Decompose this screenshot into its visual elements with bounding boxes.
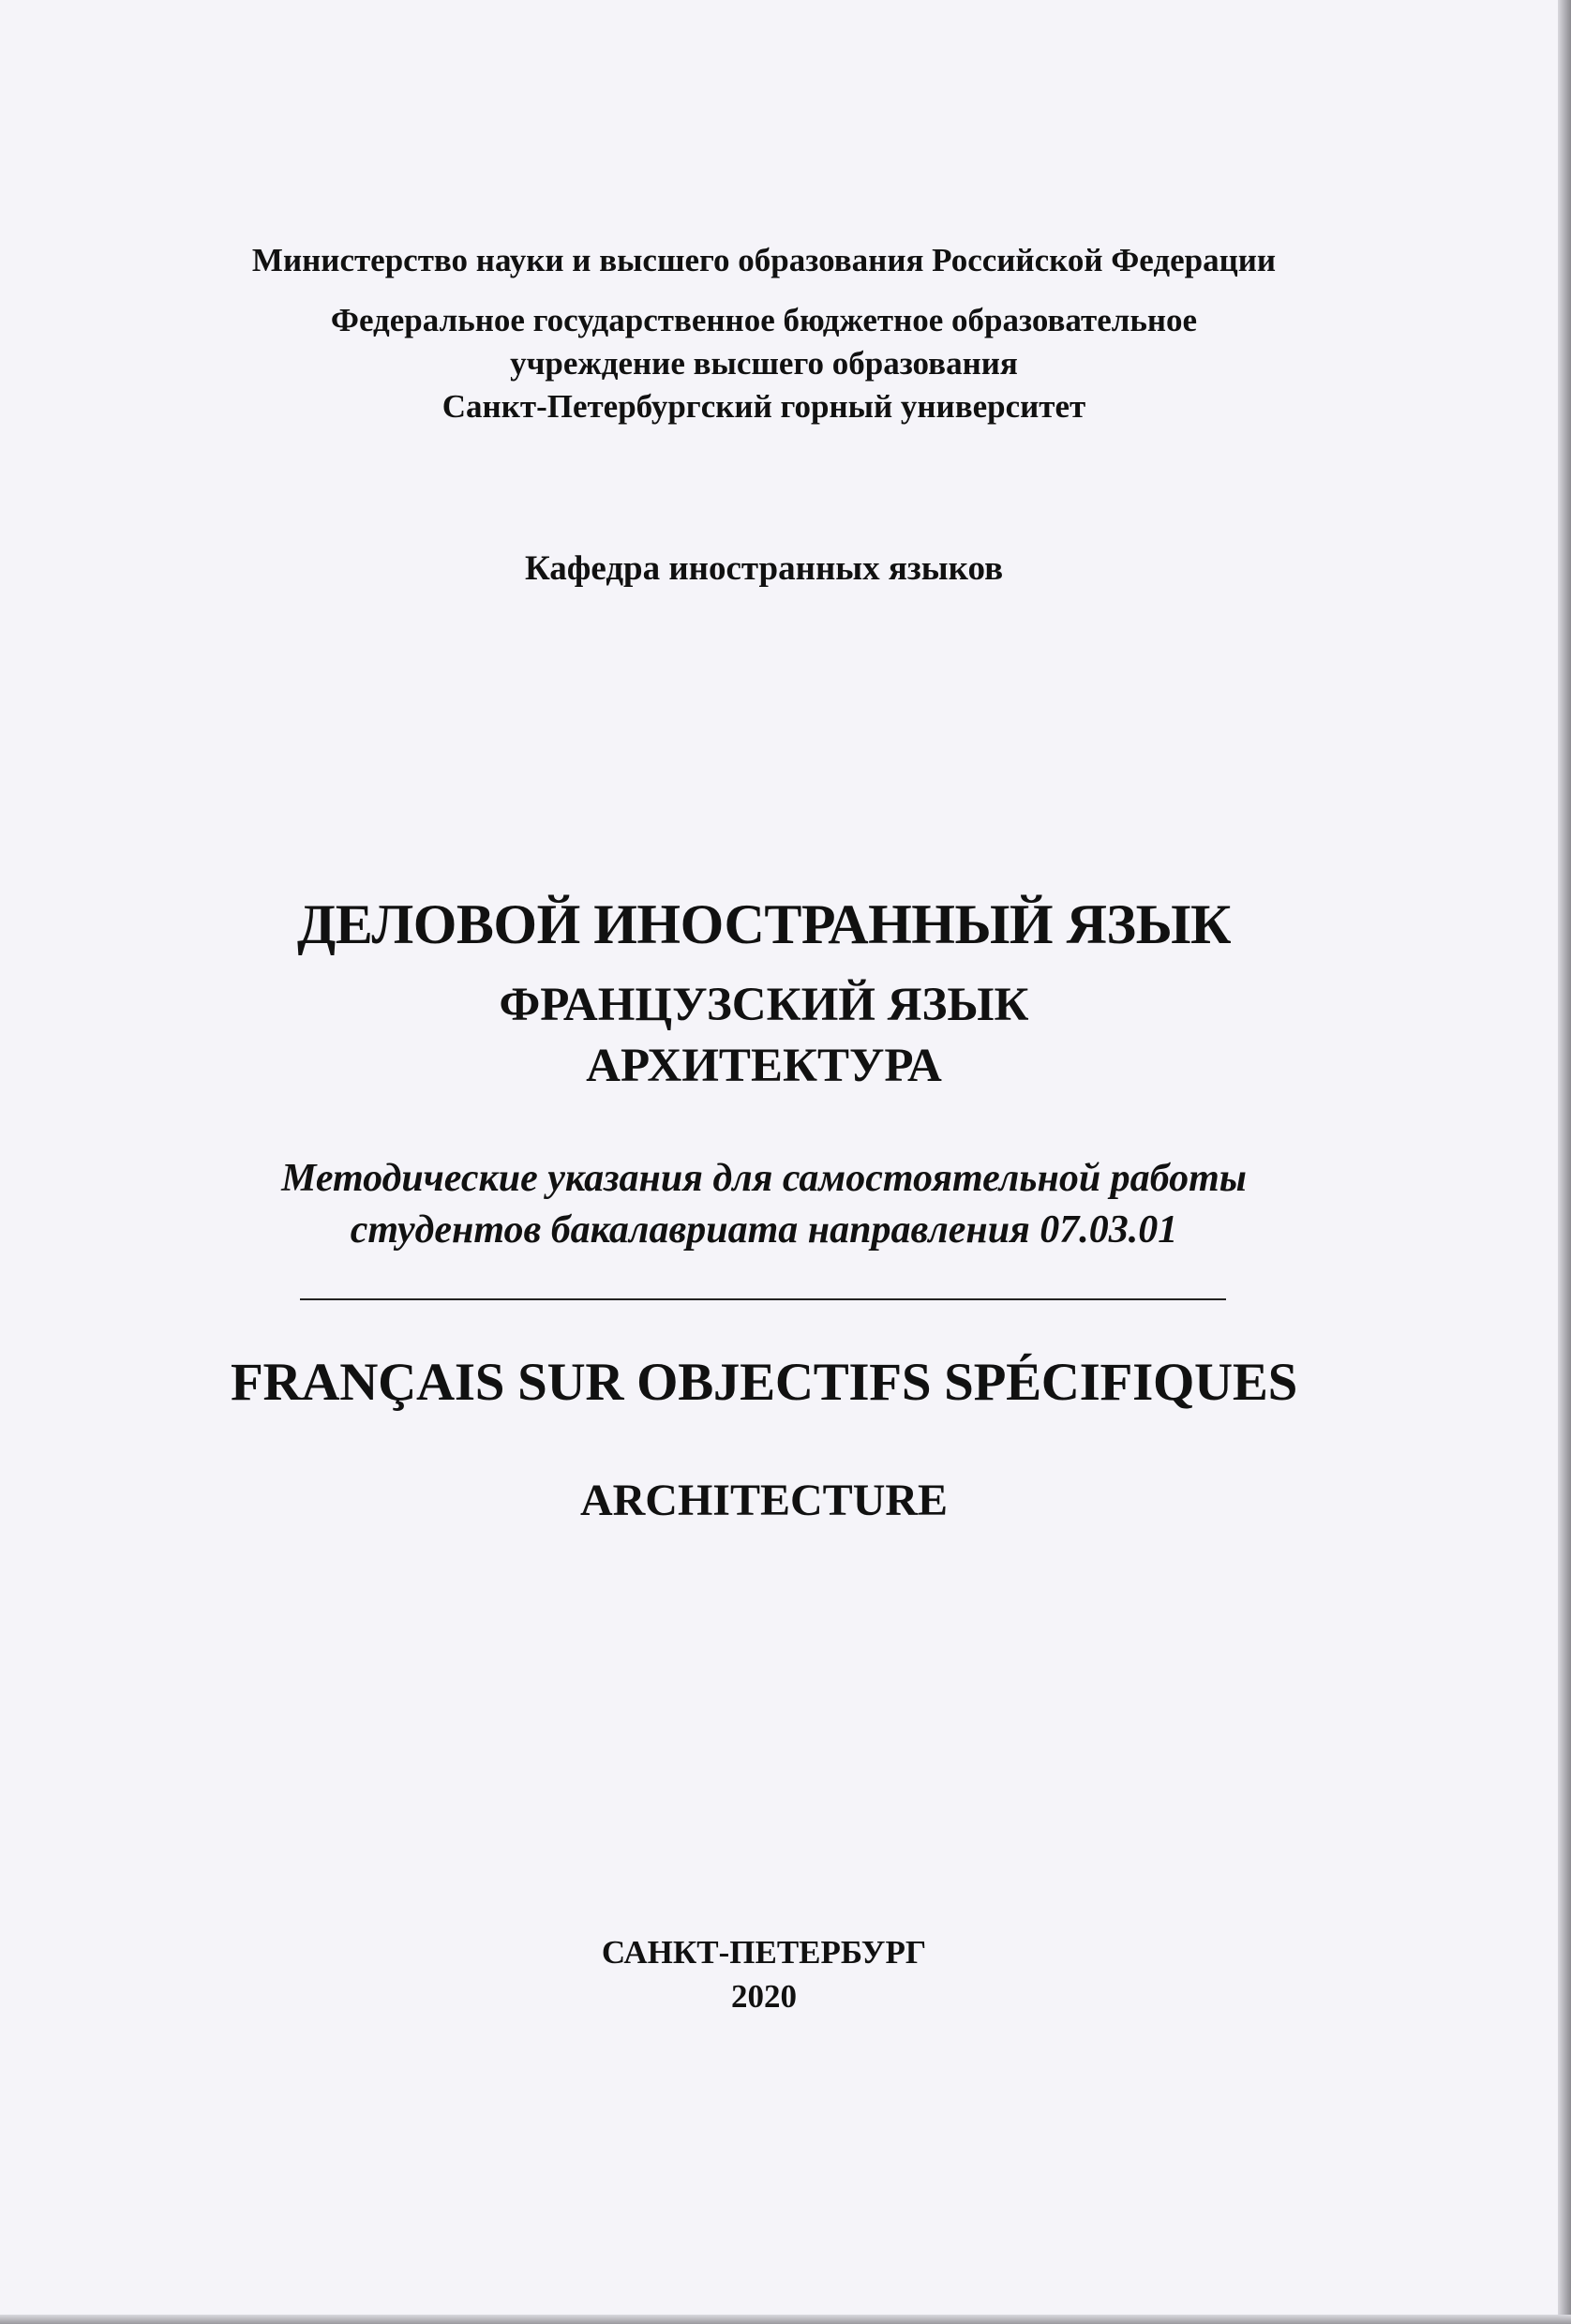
ministry-name: Министерство науки и высшего образования Российской Федерации (251, 242, 1277, 278)
department-name: Кафедра иностранных языков (524, 549, 1004, 588)
subtitle-language: ФРАНЦУЗСКИЙ ЯЗЫК (499, 979, 1029, 1031)
university-type-line-1: Федеральное государственное бюджетное образовательное (330, 302, 1198, 338)
description-line-1: Методические указания для самостоятельной работы (281, 1157, 1247, 1200)
publication-city: САНКТ-ПЕТЕРБУРГ (601, 1934, 927, 1971)
subtitle-field: АРХИТЕКТУРА (586, 1040, 942, 1092)
horizontal-divider (300, 1298, 1226, 1300)
page-edge-bottom (0, 2315, 1571, 2324)
subtitle-french-field: ARCHITECTURE (579, 1476, 949, 1525)
university-name: Санкт-Петербургский горный университет (441, 388, 1086, 425)
university-type-line-2: учреждение высшего образования (510, 345, 1018, 382)
publication-year: 2020 (731, 1978, 797, 2015)
title-russian: ДЕЛОВОЙ ИНОСТРАННЫЙ ЯЗЫК (297, 893, 1231, 955)
title-french: FRANÇAIS SUR OBJECTIFS SPÉCIFIQUES (231, 1353, 1297, 1412)
description-line-2: студентов бакалавриата направления 07.03.01 (350, 1208, 1178, 1252)
page-edge-right (1558, 0, 1571, 2324)
